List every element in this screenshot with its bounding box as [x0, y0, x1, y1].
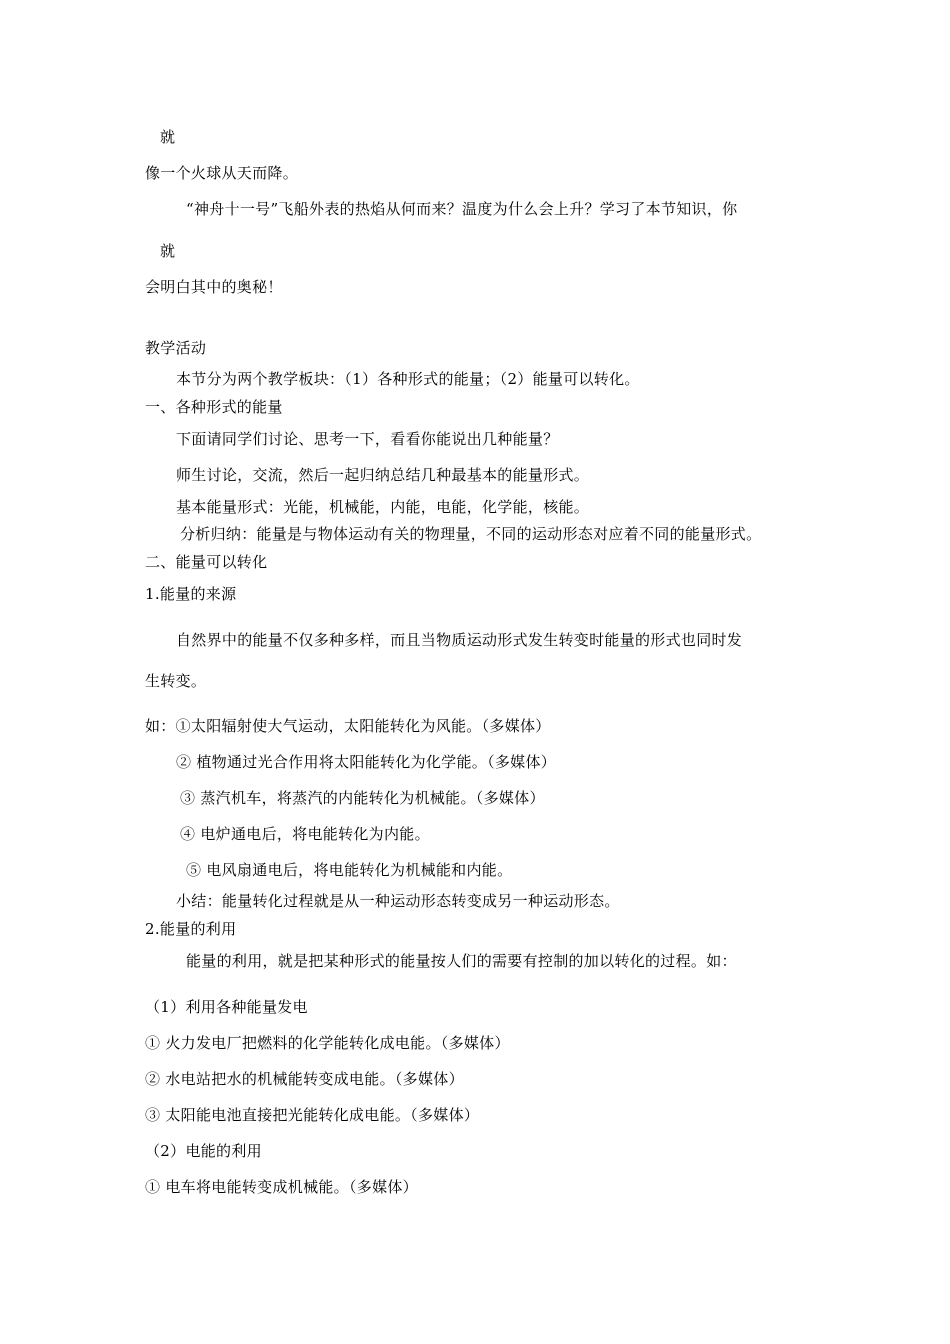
text-line: （1）利用各种能量发电 — [145, 998, 308, 1016]
section-heading: 教学活动 — [145, 339, 207, 357]
list-item: ② 水电站把水的机械能转变成电能。（多媒体） — [145, 1070, 464, 1088]
text-line: 会明白其中的奥秘！ — [145, 278, 283, 296]
list-item: ① 电车将电能转变成机械能。（多媒体） — [145, 1178, 418, 1196]
section-heading: 一、各种形式的能量 — [145, 398, 283, 416]
list-item: ① 火力发电厂把燃料的化学能转化成电能。（多媒体） — [145, 1034, 510, 1052]
text-line: 就 — [160, 242, 176, 260]
text-line: 基本能量形式：光能，机械能，内能，电能，化学能，核能。 — [176, 498, 590, 516]
section-heading: 二、能量可以转化 — [145, 553, 268, 571]
text-line: “神舟十一号”飞船外表的热焰从何而来？温度为什么会上升？学习了本节知识，你 — [186, 200, 738, 218]
text-line: 像一个火球从天而降。 — [145, 164, 299, 182]
subsection-heading: 2.能量的利用 — [145, 920, 237, 938]
text-line: 自然界中的能量不仅多种多样，而且当物质运动形式发生转变时能量的形式也同时发 — [176, 631, 743, 649]
list-item: ③ 蒸汽机车，将蒸汽的内能转化为机械能。（多媒体） — [180, 789, 545, 807]
text-line: 分析归纳：能量是与物体运动有关的物理量，不同的运动形态对应着不同的能量形式。 — [180, 525, 762, 543]
text-line: 下面请同学们讨论、思考一下，看看你能说出几种能量？ — [176, 430, 559, 448]
text-line: 小结：能量转化过程就是从一种运动形态转变成另一种运动形态。 — [176, 892, 620, 910]
list-item: ③ 太阳能电池直接把光能转化成电能。（多媒体） — [145, 1106, 480, 1124]
subsection-heading: 1.能量的来源 — [145, 585, 237, 603]
text-line: 能量的利用，就是把某种形式的能量按人们的需要有控制的加以转化的过程。如： — [186, 952, 737, 970]
list-item: ② 植物通过光合作用将太阳能转化为化学能。（多媒体） — [176, 753, 557, 771]
text-line: 师生讨论，交流，然后一起归纳总结几种最基本的能量形式。 — [176, 466, 590, 484]
text-line: 生转变。 — [145, 672, 207, 690]
list-item: ⑤ 电风扇通电后，将电能转化为机械能和内能。 — [186, 861, 513, 879]
list-item: ④ 电炉通电后，将电能转化为内能。 — [180, 825, 430, 843]
text-line: （2）电能的利用 — [145, 1142, 262, 1160]
text-line: 就 — [160, 128, 176, 146]
text-line: 本节分为两个教学板块：（1）各种形式的能量；（2）能量可以转化。 — [176, 370, 640, 388]
list-item: 如：①太阳辐射使大气运动，太阳能转化为风能。（多媒体） — [145, 717, 551, 735]
